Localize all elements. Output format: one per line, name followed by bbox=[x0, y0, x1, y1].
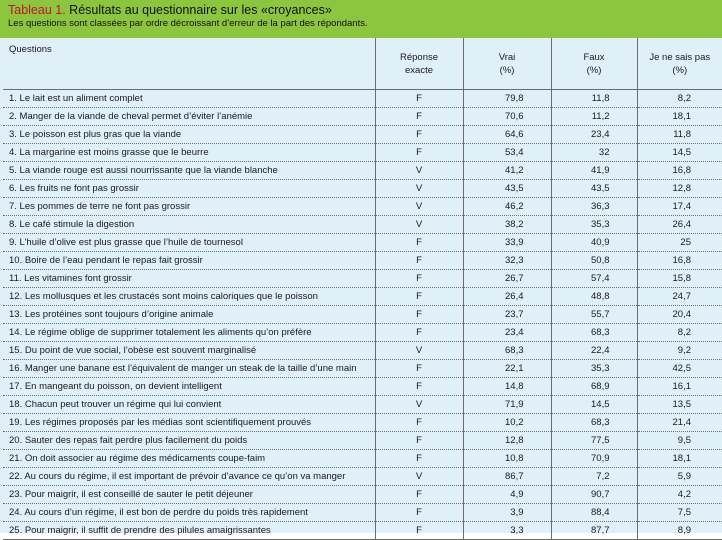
faux-cell: 43,5 bbox=[551, 180, 637, 198]
question-cell: 1. Le lait est un aliment complet bbox=[3, 90, 375, 108]
table-row bbox=[3, 396, 722, 414]
table-row bbox=[3, 306, 722, 324]
vrai-cell: 12,8 bbox=[463, 432, 551, 450]
vrai-cell: 3,3 bbox=[463, 522, 551, 540]
table-row bbox=[3, 378, 722, 396]
question-cell: 4. La margarine est moins grasse que le beurre bbox=[3, 144, 375, 162]
question-cell: 19. Les régimes proposés par les médias sont scientifiquement prouvés bbox=[3, 414, 375, 432]
table-row bbox=[3, 342, 722, 360]
vrai-cell: 23,4 bbox=[463, 324, 551, 342]
nsp-cell: 24,7 bbox=[637, 288, 722, 306]
faux-cell: 22,4 bbox=[551, 342, 637, 360]
vrai-cell: 3,9 bbox=[463, 504, 551, 522]
faux-cell: 77,5 bbox=[551, 432, 637, 450]
vrai-cell: 38,2 bbox=[463, 216, 551, 234]
answer-cell: F bbox=[375, 90, 463, 108]
table-row bbox=[3, 450, 722, 468]
table-subtitle: Les questions sont classées par ordre décroissant d’erreur de la part des répondants. bbox=[8, 18, 722, 30]
nsp-cell: 7,5 bbox=[637, 504, 722, 522]
vrai-cell: 70,6 bbox=[463, 108, 551, 126]
question-cell: 21. On doit associer au régime des médicaments coupe-faim bbox=[3, 450, 375, 468]
table-row bbox=[3, 522, 722, 540]
vrai-cell: 41,2 bbox=[463, 162, 551, 180]
table-row bbox=[3, 108, 722, 126]
table-container bbox=[0, 38, 722, 533]
faux-cell: 90,7 bbox=[551, 486, 637, 504]
answer-cell: F bbox=[375, 324, 463, 342]
question-cell: 8. Le café stimule la digestion bbox=[3, 216, 375, 234]
table-row bbox=[3, 432, 722, 450]
answer-cell: F bbox=[375, 288, 463, 306]
vrai-cell: 10,8 bbox=[463, 450, 551, 468]
table-row bbox=[3, 162, 722, 180]
table-title bbox=[8, 3, 722, 18]
answer-cell: F bbox=[375, 522, 463, 540]
answer-cell: F bbox=[375, 450, 463, 468]
answer-cell: F bbox=[375, 108, 463, 126]
nsp-cell: 15,8 bbox=[637, 270, 722, 288]
column-header-faux bbox=[551, 38, 637, 90]
column-header-line: Vrai bbox=[464, 51, 551, 64]
question-cell: 22. Au cours du régime, il est important de prévoir d’avance ce qu’on va manger bbox=[3, 468, 375, 486]
table-row bbox=[3, 198, 722, 216]
column-header-line: (%) bbox=[464, 64, 551, 77]
faux-cell: 35,3 bbox=[551, 360, 637, 378]
answer-cell: V bbox=[375, 162, 463, 180]
nsp-cell: 12,8 bbox=[637, 180, 722, 198]
faux-cell: 70,9 bbox=[551, 450, 637, 468]
faux-cell: 57,4 bbox=[551, 270, 637, 288]
column-header-questions bbox=[3, 38, 375, 90]
faux-cell: 87,7 bbox=[551, 522, 637, 540]
table-row bbox=[3, 144, 722, 162]
results-table bbox=[3, 38, 722, 540]
faux-cell: 32 bbox=[551, 144, 637, 162]
vrai-cell: 33,9 bbox=[463, 234, 551, 252]
question-cell: 17. En mangeant du poisson, on devient intelligent bbox=[3, 378, 375, 396]
table-row bbox=[3, 468, 722, 486]
faux-cell: 40,9 bbox=[551, 234, 637, 252]
nsp-cell: 17,4 bbox=[637, 198, 722, 216]
faux-cell: 41,9 bbox=[551, 162, 637, 180]
answer-cell: F bbox=[375, 306, 463, 324]
vrai-cell: 53,4 bbox=[463, 144, 551, 162]
faux-cell: 36,3 bbox=[551, 198, 637, 216]
table-row bbox=[3, 288, 722, 306]
vrai-cell: 71,9 bbox=[463, 396, 551, 414]
column-header-line: exacte bbox=[376, 64, 463, 77]
nsp-cell: 9,5 bbox=[637, 432, 722, 450]
column-header-line: Faux bbox=[552, 51, 637, 64]
table-row bbox=[3, 360, 722, 378]
nsp-cell: 14,5 bbox=[637, 144, 722, 162]
vrai-cell: 4,9 bbox=[463, 486, 551, 504]
nsp-cell: 26,4 bbox=[637, 216, 722, 234]
vrai-cell: 23,7 bbox=[463, 306, 551, 324]
column-header-line: Réponse bbox=[376, 51, 463, 64]
nsp-cell: 4,2 bbox=[637, 486, 722, 504]
table-row bbox=[3, 216, 722, 234]
question-cell: 25. Pour maigrir, il suffit de prendre des pilules amaigrissantes bbox=[3, 522, 375, 540]
table-label: Tableau 1. bbox=[8, 3, 66, 17]
answer-cell: V bbox=[375, 216, 463, 234]
faux-cell: 68,9 bbox=[551, 378, 637, 396]
question-cell: 13. Les protéines sont toujours d’origine animale bbox=[3, 306, 375, 324]
faux-cell: 11,2 bbox=[551, 108, 637, 126]
faux-cell: 48,8 bbox=[551, 288, 637, 306]
nsp-cell: 18,1 bbox=[637, 450, 722, 468]
vrai-cell: 22,1 bbox=[463, 360, 551, 378]
answer-cell: V bbox=[375, 198, 463, 216]
table-row bbox=[3, 234, 722, 252]
table-row bbox=[3, 252, 722, 270]
answer-cell: F bbox=[375, 486, 463, 504]
faux-cell: 7,2 bbox=[551, 468, 637, 486]
faux-cell: 35,3 bbox=[551, 216, 637, 234]
question-cell: 15. Du point de vue social, l’obèse est souvent marginalisé bbox=[3, 342, 375, 360]
nsp-cell: 8,9 bbox=[637, 522, 722, 540]
question-cell: 10. Boire de l’eau pendant le repas fait grossir bbox=[3, 252, 375, 270]
vrai-cell: 10,2 bbox=[463, 414, 551, 432]
title-banner bbox=[0, 0, 722, 38]
vrai-cell: 26,4 bbox=[463, 288, 551, 306]
nsp-cell: 16,8 bbox=[637, 252, 722, 270]
faux-cell: 23,4 bbox=[551, 126, 637, 144]
faux-cell: 50,8 bbox=[551, 252, 637, 270]
vrai-cell: 46,2 bbox=[463, 198, 551, 216]
answer-cell: V bbox=[375, 180, 463, 198]
answer-cell: F bbox=[375, 234, 463, 252]
vrai-cell: 32,3 bbox=[463, 252, 551, 270]
question-cell: 3. Le poisson est plus gras que la viande bbox=[3, 126, 375, 144]
column-header-reponse-exacte bbox=[375, 38, 463, 90]
table-row bbox=[3, 180, 722, 198]
nsp-cell: 20,4 bbox=[637, 306, 722, 324]
answer-cell: F bbox=[375, 504, 463, 522]
answer-cell: V bbox=[375, 342, 463, 360]
answer-cell: F bbox=[375, 252, 463, 270]
question-cell: 6. Les fruits ne font pas grossir bbox=[3, 180, 375, 198]
nsp-cell: 25 bbox=[637, 234, 722, 252]
table-row bbox=[3, 414, 722, 432]
column-header-line: Questions bbox=[9, 43, 375, 56]
column-header-line: (%) bbox=[638, 64, 722, 77]
faux-cell: 68,3 bbox=[551, 414, 637, 432]
question-cell: 5. La viande rouge est aussi nourrissante que la viande blanche bbox=[3, 162, 375, 180]
nsp-cell: 18,1 bbox=[637, 108, 722, 126]
table-row bbox=[3, 504, 722, 522]
vrai-cell: 14,8 bbox=[463, 378, 551, 396]
nsp-cell: 11,8 bbox=[637, 126, 722, 144]
vrai-cell: 86,7 bbox=[463, 468, 551, 486]
header-row bbox=[3, 38, 722, 90]
table-row bbox=[3, 90, 722, 108]
nsp-cell: 21,4 bbox=[637, 414, 722, 432]
column-header-line: (%) bbox=[552, 64, 637, 77]
table-row bbox=[3, 126, 722, 144]
nsp-cell: 13,5 bbox=[637, 396, 722, 414]
nsp-cell: 42,5 bbox=[637, 360, 722, 378]
question-cell: 23. Pour maigrir, il est conseillé de sauter le petit déjeuner bbox=[3, 486, 375, 504]
faux-cell: 14,5 bbox=[551, 396, 637, 414]
vrai-cell: 68,3 bbox=[463, 342, 551, 360]
answer-cell: F bbox=[375, 144, 463, 162]
column-header-line: Je ne sais pas bbox=[638, 51, 722, 64]
faux-cell: 68,3 bbox=[551, 324, 637, 342]
question-cell: 24. Au cours d’un régime, il est bon de perdre du poids très rapidement bbox=[3, 504, 375, 522]
question-cell: 16. Manger une banane est l’équivalent de manger un steak de la taille d’une main bbox=[3, 360, 375, 378]
nsp-cell: 8,2 bbox=[637, 324, 722, 342]
faux-cell: 11,8 bbox=[551, 90, 637, 108]
question-cell: 12. Les mollusques et les crustacés sont moins caloriques que le poisson bbox=[3, 288, 375, 306]
table-title-text: Résultats au questionnaire sur les «croyances» bbox=[69, 3, 332, 17]
answer-cell: F bbox=[375, 270, 463, 288]
vrai-cell: 43,5 bbox=[463, 180, 551, 198]
answer-cell: F bbox=[375, 378, 463, 396]
column-header-vrai bbox=[463, 38, 551, 90]
answer-cell: F bbox=[375, 432, 463, 450]
nsp-cell: 5,9 bbox=[637, 468, 722, 486]
nsp-cell: 16,1 bbox=[637, 378, 722, 396]
vrai-cell: 79,8 bbox=[463, 90, 551, 108]
answer-cell: V bbox=[375, 396, 463, 414]
question-cell: 9. L’huile d’olive est plus grasse que l’huile de tournesol bbox=[3, 234, 375, 252]
answer-cell: F bbox=[375, 414, 463, 432]
faux-cell: 55,7 bbox=[551, 306, 637, 324]
question-cell: 14. Le régime oblige de supprimer totalement les aliments qu’on préfère bbox=[3, 324, 375, 342]
table-body bbox=[3, 90, 722, 540]
nsp-cell: 16,8 bbox=[637, 162, 722, 180]
column-header-je-ne-sais-pas bbox=[637, 38, 722, 90]
vrai-cell: 64,6 bbox=[463, 126, 551, 144]
table-row bbox=[3, 486, 722, 504]
question-cell: 18. Chacun peut trouver un régime qui lui convient bbox=[3, 396, 375, 414]
question-cell: 11. Les vitamines font grossir bbox=[3, 270, 375, 288]
question-cell: 20. Sauter des repas fait perdre plus facilement du poids bbox=[3, 432, 375, 450]
answer-cell: V bbox=[375, 468, 463, 486]
answer-cell: F bbox=[375, 126, 463, 144]
vrai-cell: 26,7 bbox=[463, 270, 551, 288]
table-row bbox=[3, 324, 722, 342]
nsp-cell: 8,2 bbox=[637, 90, 722, 108]
question-cell: 7. Les pommes de terre ne font pas grossir bbox=[3, 198, 375, 216]
nsp-cell: 9,2 bbox=[637, 342, 722, 360]
answer-cell: F bbox=[375, 360, 463, 378]
table-row bbox=[3, 270, 722, 288]
faux-cell: 88,4 bbox=[551, 504, 637, 522]
question-cell: 2. Manger de la viande de cheval permet d’éviter l’anémie bbox=[3, 108, 375, 126]
